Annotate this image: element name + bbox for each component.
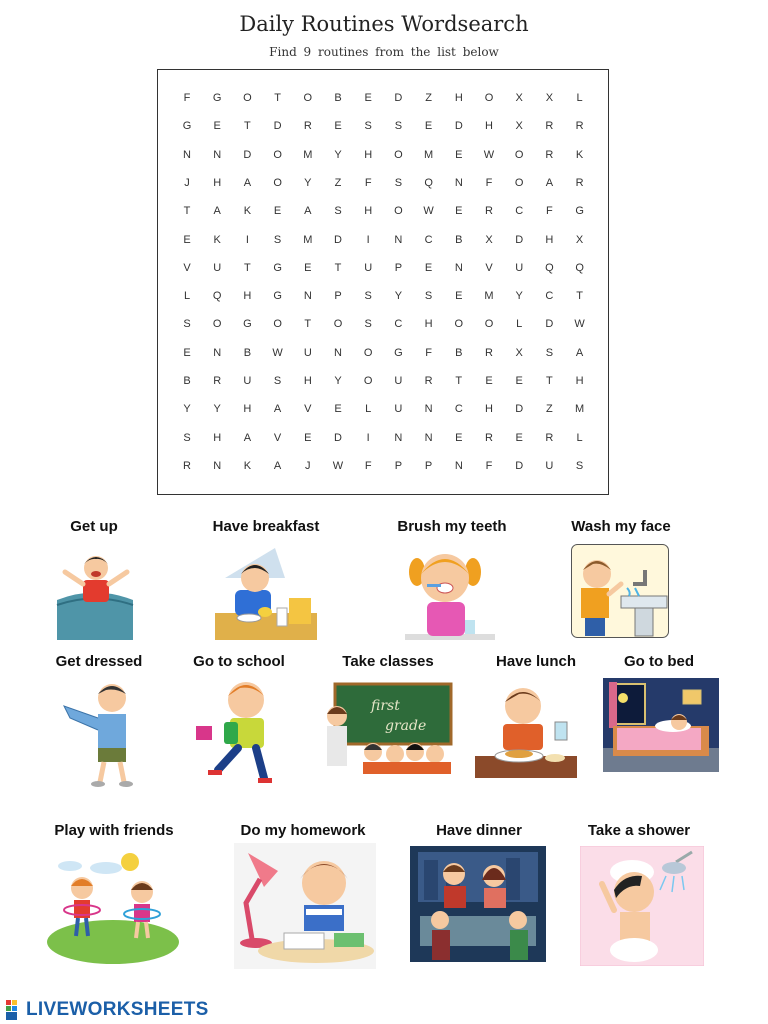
label-go-to-school: Go to school [193,653,285,670]
grid-letter[interactable]: Y [515,290,523,303]
grid-letter[interactable]: N [334,346,342,359]
grid-letter[interactable]: V [485,261,493,274]
grid-letter[interactable]: N [213,459,222,472]
label-go-to-bed: Go to bed [624,653,694,670]
grid-letter[interactable]: E [304,431,312,444]
grid-letter[interactable]: D [515,403,524,416]
grid-letter[interactable]: O [394,148,403,161]
grid-letter[interactable]: S [334,205,342,218]
grid-letter[interactable]: T [576,290,583,303]
grid-letter[interactable]: R [545,431,554,444]
label-wash-my-face: Wash my face [571,518,671,535]
grid-letter[interactable]: G [394,346,403,359]
grid-letter[interactable]: H [303,375,312,387]
grid-letter[interactable]: E [364,92,372,104]
grid-letter[interactable]: H [485,120,493,133]
grid-letter[interactable]: E [183,346,191,359]
grid-letter[interactable]: A [243,431,252,444]
grid-letter[interactable]: F [425,346,432,359]
washing-face-illustration [571,544,669,638]
playing-illustration [46,846,180,966]
grid-row [158,399,608,419]
grid-letter[interactable]: A [213,205,221,218]
grid-row [158,230,608,250]
grid-letter[interactable]: H [243,290,252,303]
page-subtitle: Find 9 routines from the list below [269,45,499,59]
grid-letter[interactable]: L [576,92,583,104]
grid-letter[interactable]: J [184,176,190,189]
grid-letter[interactable]: B [183,375,191,387]
liveworksheets-logo-icon [6,1000,24,1022]
grid-letter[interactable]: A [304,205,312,218]
grid-letter[interactable]: N [213,346,222,359]
grid-letter[interactable]: R [545,120,554,133]
brushing-teeth-illustration [405,544,495,640]
label-have-breakfast: Have breakfast [212,518,320,535]
grid-letter[interactable]: D [545,318,554,331]
grid-letter[interactable]: T [304,318,312,331]
grid-letter[interactable]: I [366,233,370,246]
grid-letter[interactable]: X [485,233,493,246]
grid-letter[interactable]: U [213,261,222,274]
grid-letter[interactable]: K [243,205,252,218]
label-take-a-shower: Take a shower [587,822,691,839]
grid-letter[interactable]: O [484,92,494,104]
grid-letter[interactable]: O [303,92,313,104]
grid-letter[interactable]: S [545,346,554,359]
grid-letter[interactable]: O [273,318,282,331]
label-have-dinner: Have dinner [436,822,522,839]
grid-letter[interactable]: N [454,459,463,472]
grid-letter[interactable]: D [243,148,252,161]
grid-letter[interactable]: O [514,148,524,161]
grid-letter[interactable]: M [424,148,434,161]
grid-letter[interactable]: C [424,233,433,246]
board-text-grade: grade [385,718,427,734]
going-to-bed-illustration [603,678,719,772]
grid-letter[interactable]: N [424,431,433,444]
homework-illustration [234,843,376,969]
grid-letter[interactable]: T [183,205,191,218]
grid-letter[interactable]: T [546,375,553,387]
grid-letter[interactable]: J [305,459,311,472]
grid-letter[interactable]: N [454,261,463,274]
grid-letter[interactable]: E [455,205,463,218]
grid-letter[interactable]: O [273,176,282,189]
grid-letter[interactable]: O [484,318,494,331]
grid-letter[interactable]: Y [334,375,342,387]
grid-letter[interactable]: L [365,403,372,416]
going-to-school-illustration [188,674,286,784]
grid-letter[interactable]: K [575,148,584,161]
grid-letter[interactable]: F [546,205,553,218]
grid-letter[interactable]: T [274,92,281,104]
grid-letter[interactable]: R [485,346,493,359]
grid-letter[interactable]: Q [212,290,222,303]
grid-letter[interactable]: S [183,318,191,331]
grid-letter[interactable]: R [485,205,493,218]
grid-letter[interactable]: A [545,176,554,189]
grid-letter[interactable]: X [545,92,554,104]
grid-letter[interactable]: O [363,346,373,359]
grid-letter[interactable]: R [485,431,493,444]
grid-letter[interactable]: S [273,233,282,246]
shower-illustration [580,846,704,966]
grid-letter[interactable]: F [364,459,372,472]
grid-letter[interactable]: F [183,92,191,104]
label-brush-my-teeth: Brush my teeth [397,518,507,535]
grid-letter[interactable]: P [394,459,403,472]
grid-letter[interactable]: T [334,261,342,274]
grid-letter[interactable]: G [243,318,252,331]
grid-letter[interactable]: O [243,92,252,104]
grid-letter[interactable]: I [366,431,370,444]
grid-letter[interactable]: N [394,431,403,444]
grid-letter[interactable]: E [334,120,342,133]
grid-letter[interactable]: T [455,375,463,387]
grid-letter[interactable]: R [303,120,312,133]
grid-letter[interactable]: K [243,459,252,472]
grid-row [158,314,608,334]
grid-letter[interactable]: Q [424,176,433,189]
grid-letter[interactable]: I [245,233,249,246]
grid-letter[interactable]: M [303,148,313,161]
grid-letter[interactable]: N [454,176,463,189]
grid-letter[interactable]: V [304,403,312,416]
grid-letter[interactable]: X [575,233,584,246]
grid-letter[interactable]: F [485,459,493,472]
grid-letter[interactable]: U [394,403,403,416]
grid-letter[interactable]: Z [546,403,553,416]
grid-letter[interactable]: W [483,148,495,161]
grid-letter[interactable]: A [273,403,282,416]
grid-letter[interactable]: E [515,431,523,444]
grid-letter[interactable]: P [394,261,403,274]
grid-letter[interactable]: W [423,205,434,218]
grid-letter[interactable]: C [454,403,463,416]
grid-letter[interactable]: N [424,403,433,416]
grid-letter[interactable]: B [455,346,463,359]
grid-letter[interactable]: X [515,120,523,133]
grid-letter[interactable]: Y [304,176,312,189]
grid-letter[interactable]: P [334,290,342,303]
grid-letter[interactable]: B [455,233,463,246]
lunch-illustration [475,678,577,778]
grid-letter[interactable]: D [515,459,524,472]
grid-letter[interactable]: D [515,233,524,246]
liveworksheets-brand: LIVEWORKSHEETS [26,999,209,1020]
grid-row [158,258,608,278]
grid-letter[interactable]: S [364,290,372,303]
grid-letter[interactable]: R [183,459,191,472]
grid-letter[interactable]: Y [394,290,403,303]
grid-letter[interactable]: C [545,290,554,303]
grid-letter[interactable]: Z [334,176,342,189]
grid-letter[interactable]: G [273,290,282,303]
grid-letter[interactable]: S [273,375,282,387]
grid-letter[interactable]: H [213,176,222,189]
grid-letter[interactable]: H [485,403,493,416]
grid-letter[interactable]: R [213,375,222,387]
grid-letter[interactable]: E [213,120,221,133]
grid-letter[interactable]: S [394,120,403,133]
grid-letter[interactable]: H [424,318,433,331]
grid-letter[interactable]: Z [425,92,432,104]
classroom-illustration [315,680,453,774]
grid-letter[interactable]: D [334,233,342,246]
grid-letter[interactable]: E [304,261,312,274]
grid-letter[interactable]: C [394,318,403,331]
grid-letter[interactable]: O [394,205,403,218]
grid-letter[interactable]: G [575,205,584,218]
grid-letter[interactable]: P [424,459,433,472]
grid-letter[interactable]: N [213,148,222,161]
grid-letter[interactable]: R [575,120,584,133]
grid-row [158,145,608,165]
grid-letter[interactable]: S [364,318,372,331]
grid-letter[interactable]: S [424,290,433,303]
grid-row [158,116,608,136]
grid-letter[interactable]: B [334,92,342,104]
grid-letter[interactable]: O [273,148,282,161]
grid-letter[interactable]: Y [213,403,221,416]
breakfast-illustration [215,538,317,640]
grid-row [158,201,608,221]
grid-letter[interactable]: H [575,375,584,387]
grid-letter[interactable]: D [394,92,403,104]
grid-letter[interactable]: X [515,92,523,104]
grid-row [158,456,608,476]
grid-letter[interactable]: R [424,375,433,387]
grid-letter[interactable]: H [454,92,463,104]
grid-letter[interactable]: L [576,431,583,444]
getting-up-illustration [55,550,135,640]
grid-letter[interactable]: E [183,233,191,246]
grid-letter[interactable]: H [243,403,252,416]
grid-row [158,173,608,193]
grid-letter[interactable]: D [273,120,282,133]
grid-letter[interactable]: H [364,205,373,218]
grid-letter[interactable]: D [454,120,463,133]
grid-letter[interactable]: D [334,431,342,444]
grid-row [158,371,608,391]
grid-letter[interactable]: O [212,318,222,331]
label-take-classes: Take classes [342,653,434,670]
grid-letter[interactable]: V [273,431,282,444]
label-do-my-homework: Do my homework [240,822,366,839]
grid-letter[interactable]: R [575,176,584,189]
board-text-first: first [371,698,400,714]
grid-letter[interactable]: H [545,233,554,246]
grid-letter[interactable]: W [574,318,585,331]
grid-letter[interactable]: G [212,92,222,104]
dinner-illustration [410,846,546,962]
grid-letter[interactable]: M [575,403,585,416]
grid-letter[interactable]: T [244,120,251,133]
grid-letter[interactable]: C [515,205,524,218]
grid-letter[interactable]: L [183,290,191,303]
grid-letter[interactable]: G [182,120,192,133]
grid-letter[interactable]: E [424,261,433,274]
grid-letter[interactable]: E [424,120,433,133]
grid-letter[interactable]: A [243,176,252,189]
grid-letter[interactable]: U [243,375,252,387]
grid-letter[interactable]: A [273,459,282,472]
wordsearch-grid [157,69,609,495]
grid-row [158,428,608,448]
grid-letter[interactable]: N [303,290,312,303]
grid-letter[interactable]: S [183,431,191,444]
grid-letter[interactable]: E [334,403,342,416]
label-get-up: Get up [70,518,118,535]
grid-letter[interactable]: U [394,375,403,387]
grid-letter[interactable]: U [303,346,312,359]
grid-letter[interactable]: E [515,375,523,387]
grid-letter[interactable]: V [183,261,191,274]
grid-letter[interactable]: K [213,233,221,246]
grid-letter[interactable]: U [545,459,554,472]
grid-letter[interactable]: N [183,148,191,161]
grid-letter[interactable]: U [515,261,524,274]
grid-letter[interactable]: N [394,233,403,246]
grid-letter[interactable]: S [394,176,403,189]
grid-row [158,286,608,306]
grid-row [158,88,608,108]
grid-letter[interactable]: Y [183,403,191,416]
grid-letter[interactable]: E [455,290,463,303]
grid-row [158,343,608,363]
grid-letter[interactable]: U [364,261,373,274]
grid-letter[interactable]: M [303,233,313,246]
grid-letter[interactable]: S [364,120,372,133]
grid-letter[interactable]: Q [545,261,554,274]
grid-letter[interactable]: A [575,346,584,359]
grid-letter[interactable]: F [485,176,493,189]
grid-letter[interactable]: L [516,318,523,331]
grid-letter[interactable]: Y [334,148,342,161]
grid-letter[interactable]: O [454,318,464,331]
grid-letter[interactable]: E [455,431,463,444]
grid-letter[interactable]: Q [575,261,584,274]
grid-letter[interactable]: H [213,431,222,444]
grid-letter[interactable]: W [272,346,283,359]
grid-letter[interactable]: W [332,459,344,472]
grid-letter[interactable]: B [243,346,252,359]
grid-letter[interactable]: S [575,459,584,472]
label-get-dressed: Get dressed [55,653,143,670]
label-have-lunch: Have lunch [495,653,577,670]
getting-dressed-illustration [60,678,140,788]
grid-letter[interactable]: X [515,346,523,359]
grid-letter[interactable]: M [484,290,494,303]
grid-letter[interactable]: F [364,176,372,189]
grid-letter[interactable]: O [363,375,373,387]
grid-letter[interactable]: O [514,176,524,189]
grid-letter[interactable]: T [244,261,251,274]
grid-letter[interactable]: H [364,148,373,161]
page-title: Daily Routines Wordsearch [239,12,529,36]
grid-letter[interactable]: O [333,318,343,331]
grid-letter[interactable]: E [485,375,493,387]
grid-letter[interactable]: G [273,261,282,274]
grid-letter[interactable]: E [273,205,282,218]
label-play-with-friends: Play with friends [54,822,174,839]
grid-letter[interactable]: R [545,148,554,161]
grid-letter[interactable]: E [455,148,463,161]
